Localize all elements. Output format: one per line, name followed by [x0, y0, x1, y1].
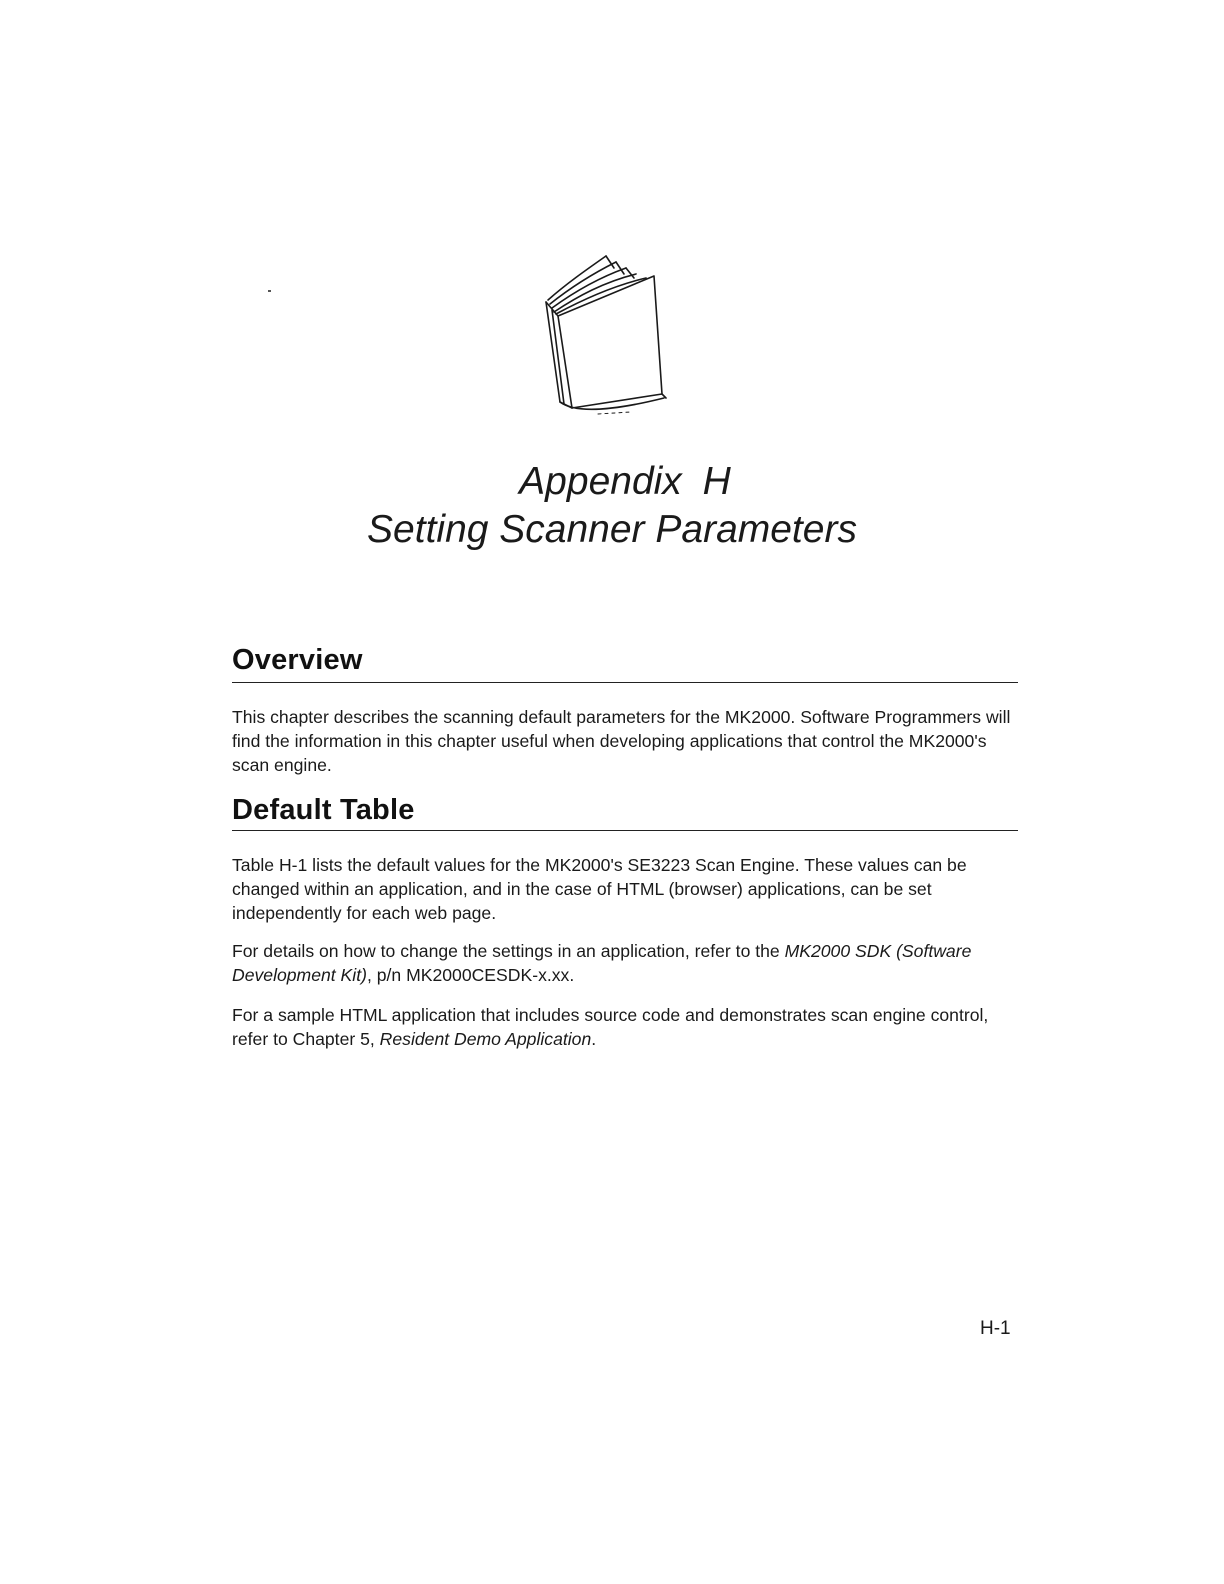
- chapter-title: Setting Scanner Parameters: [367, 508, 857, 551]
- default-table-paragraph-1: Table H-1 lists the default values for the MK2000's SE3223 Scan Engine. These values can be changed within an application, and in the case of HTML (browser) applications, can be set independently for each web page.: [232, 855, 967, 923]
- default-table-rule: [232, 830, 1018, 831]
- chapter-title-block: [0, 458, 1224, 554]
- default-table-paragraph-2: [232, 939, 992, 987]
- demo-reference: Resident Demo Application: [379, 1029, 592, 1049]
- paragraph-3-tail: .: [591, 1029, 597, 1049]
- page-number: H-1: [980, 1318, 1011, 1339]
- paragraph-2-text: For details on how to change the settings in an application, refer to the: [232, 941, 785, 961]
- appendix-label: Appendix H: [519, 460, 731, 503]
- default-table-heading: Default Table: [232, 794, 415, 826]
- book-icon: [536, 248, 676, 428]
- sdk-reference: MK2000 SDK (Software Development Kit): [232, 941, 972, 985]
- overview-rule: [232, 682, 1018, 683]
- paragraph-3-text: For a sample HTML application that includes source code and demonstrates scan engine control, refer to Chapter 5,: [232, 1005, 989, 1049]
- scan-speck: [268, 290, 271, 292]
- default-table-paragraph-3: [232, 1003, 1022, 1051]
- paragraph-2-tail: , p/n MK2000CESDK-x.xx.: [366, 965, 575, 985]
- overview-paragraph: This chapter describes the scanning default parameters for the MK2000. Software Programmers will find the information in this chapter useful when developing applications that control the MK2000's scan engine.: [232, 707, 1011, 775]
- overview-heading: Overview: [232, 644, 363, 676]
